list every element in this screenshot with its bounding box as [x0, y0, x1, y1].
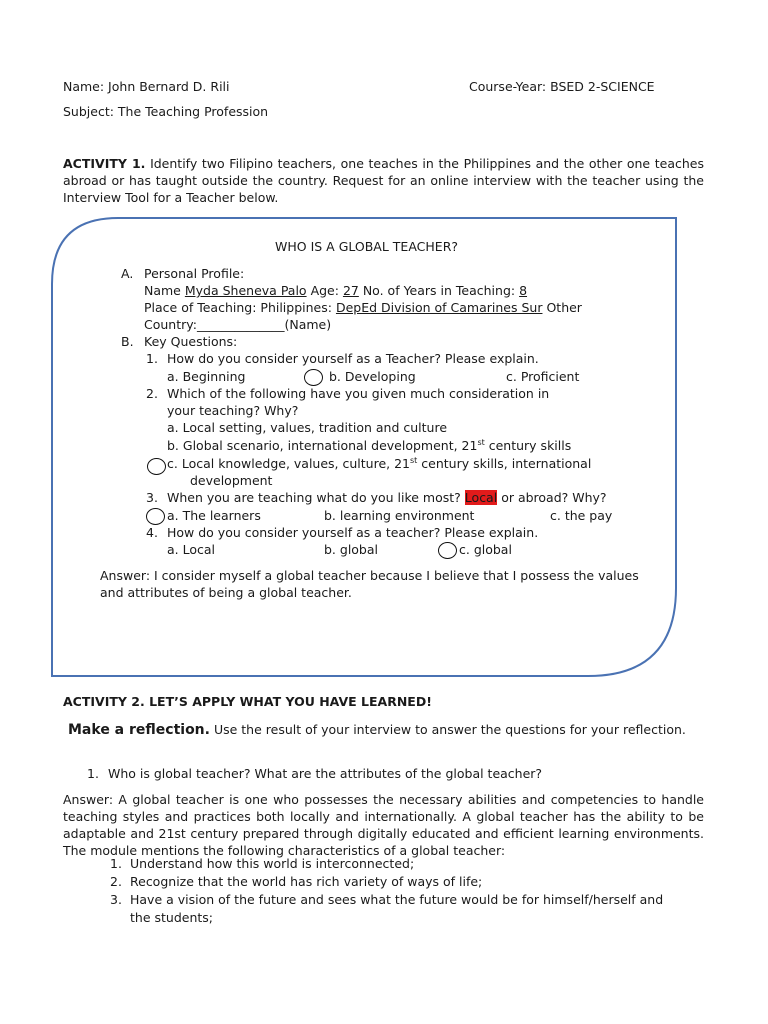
q4-option-a: a. Local [167, 542, 216, 557]
characteristics-item-3-continued: the students; [130, 910, 213, 925]
q1-number: 1. [146, 351, 158, 366]
section-a-number: A. [121, 266, 134, 281]
q1-option-b: b. Developing [329, 369, 416, 384]
q2-option-b [167, 438, 571, 453]
years-value: 8 [519, 283, 528, 298]
list-item: Have a vision of the future and sees what the future would be for himself/herself and [130, 892, 664, 907]
profile-place-line [144, 300, 582, 315]
q2-b-sup: st [477, 438, 485, 447]
reflection-bold: Make a reflection. [68, 722, 210, 738]
q2-b-text: b. Global scenario, international development, 21 [167, 438, 478, 454]
section-b-label: Key Questions: [144, 334, 238, 349]
q3-option-a: a. The learners [167, 508, 261, 523]
activity1-heading: ACTIVITY 1. [63, 156, 146, 171]
reflection-answer: Answer: A global teacher is one who possesses the necessary abilities and competencies to handle teaching styles and practices both locally and internationally. A global teacher has the ability to be adaptable and 21st century prepared through digitally educated and efficient learning environments. The module mentions the following characteristics of a global teacher: [63, 792, 704, 858]
q2-option-a: a. Local setting, values, tradition and culture [167, 420, 448, 435]
q2-c-text-end: century skills, international [417, 456, 592, 472]
q1-option-a: a. Beginning [167, 369, 246, 384]
q1-options [0, 369, 768, 386]
reflection-question-number: 1. [87, 766, 99, 781]
list-item: Recognize that the world has rich variety of ways of life; [130, 874, 483, 889]
course-year: Course-Year: BSED 2-SCIENCE [469, 79, 655, 94]
q1-answer-circle [304, 369, 323, 386]
q4-number: 4. [146, 525, 158, 540]
place-label: Place of Teaching: Philippines: [144, 300, 332, 315]
q4-option-c: c. global [459, 542, 512, 557]
place-value: DepEd Division of Camarines Sur [335, 300, 543, 315]
q3-text-end: or abroad? Why? [501, 490, 607, 505]
q3-number: 3. [146, 490, 158, 505]
section-a-label: Personal Profile: [144, 266, 245, 281]
q3-option-c: c. the pay [550, 508, 613, 523]
box-title: WHO IS A GLOBAL TEACHER? [275, 239, 459, 254]
subject: Subject: The Teaching Profession [63, 104, 269, 119]
q3-text-start: When you are teaching what do you like most? [167, 490, 461, 505]
name-label: Name [144, 283, 181, 298]
activity2-heading: ACTIVITY 2. LET’S APPLY WHAT YOU HAVE LEARNED! [63, 694, 432, 709]
section-b-number: B. [121, 334, 134, 349]
q1-option-c: c. Proficient [506, 369, 580, 384]
q2-option-c [167, 456, 591, 471]
reflection-question: Who is global teacher? What are the attributes of the global teacher? [108, 766, 543, 781]
q1-text: How do you consider yourself as a Teacher? Please explain. [167, 351, 539, 366]
interview-answer: Answer: I consider myself a global teacher because I believe that I possess the values and attributes of being a global teacher. [100, 568, 639, 600]
q2-text-line2: your teaching? Why? [167, 403, 299, 418]
q2-text-line1: Which of the following have you given much consideration in [167, 386, 550, 401]
q3-options [0, 508, 768, 525]
q4-options [0, 542, 768, 559]
age-label: Age: [310, 283, 339, 298]
other-label: Other [546, 300, 582, 315]
q3-text [167, 490, 607, 505]
reflection-text: Use the result of your interview to answer the questions for your reflection. [213, 722, 686, 737]
age-value: 27 [342, 283, 359, 298]
q3-highlight: Local [464, 490, 498, 505]
q2-c-sup: st [410, 456, 418, 465]
profile-name-line [144, 283, 527, 298]
student-name: Name: John Bernard D. Rili [63, 79, 230, 94]
q2-answer-circle [147, 458, 166, 475]
list-item-number: 2. [110, 874, 122, 889]
q4-text: How do you consider yourself as a teacher? Please explain. [167, 525, 539, 540]
q4-option-b: b. global [324, 542, 379, 557]
profile-country-line: Country:______________(Name) [144, 317, 332, 332]
list-item-number: 3. [110, 892, 122, 907]
q2-number: 2. [146, 386, 158, 401]
years-label: No. of Years in Teaching: [362, 283, 516, 298]
q2-c-text: c. Local knowledge, values, culture, 21 [167, 456, 410, 472]
q2-option-c-line2: development [190, 473, 273, 488]
q3-option-b: b. learning environment [324, 508, 475, 523]
q3-answer-circle [146, 508, 165, 525]
reflection-instructions [68, 721, 712, 739]
activity1-text: Identify two Filipino teachers, one teaches in the Philippines and the other one teaches abroad or has taught outside the country. Request for an online interview with the teacher using the Interview Tool for a Teacher below. [63, 156, 705, 205]
list-item: Understand how this world is interconnected; [130, 856, 415, 871]
list-item-number: 1. [110, 856, 122, 871]
q2-b-text-end: century skills [484, 438, 572, 454]
name-value: Myda Sheneva Palo [184, 283, 307, 298]
q4-answer-circle [438, 542, 457, 559]
